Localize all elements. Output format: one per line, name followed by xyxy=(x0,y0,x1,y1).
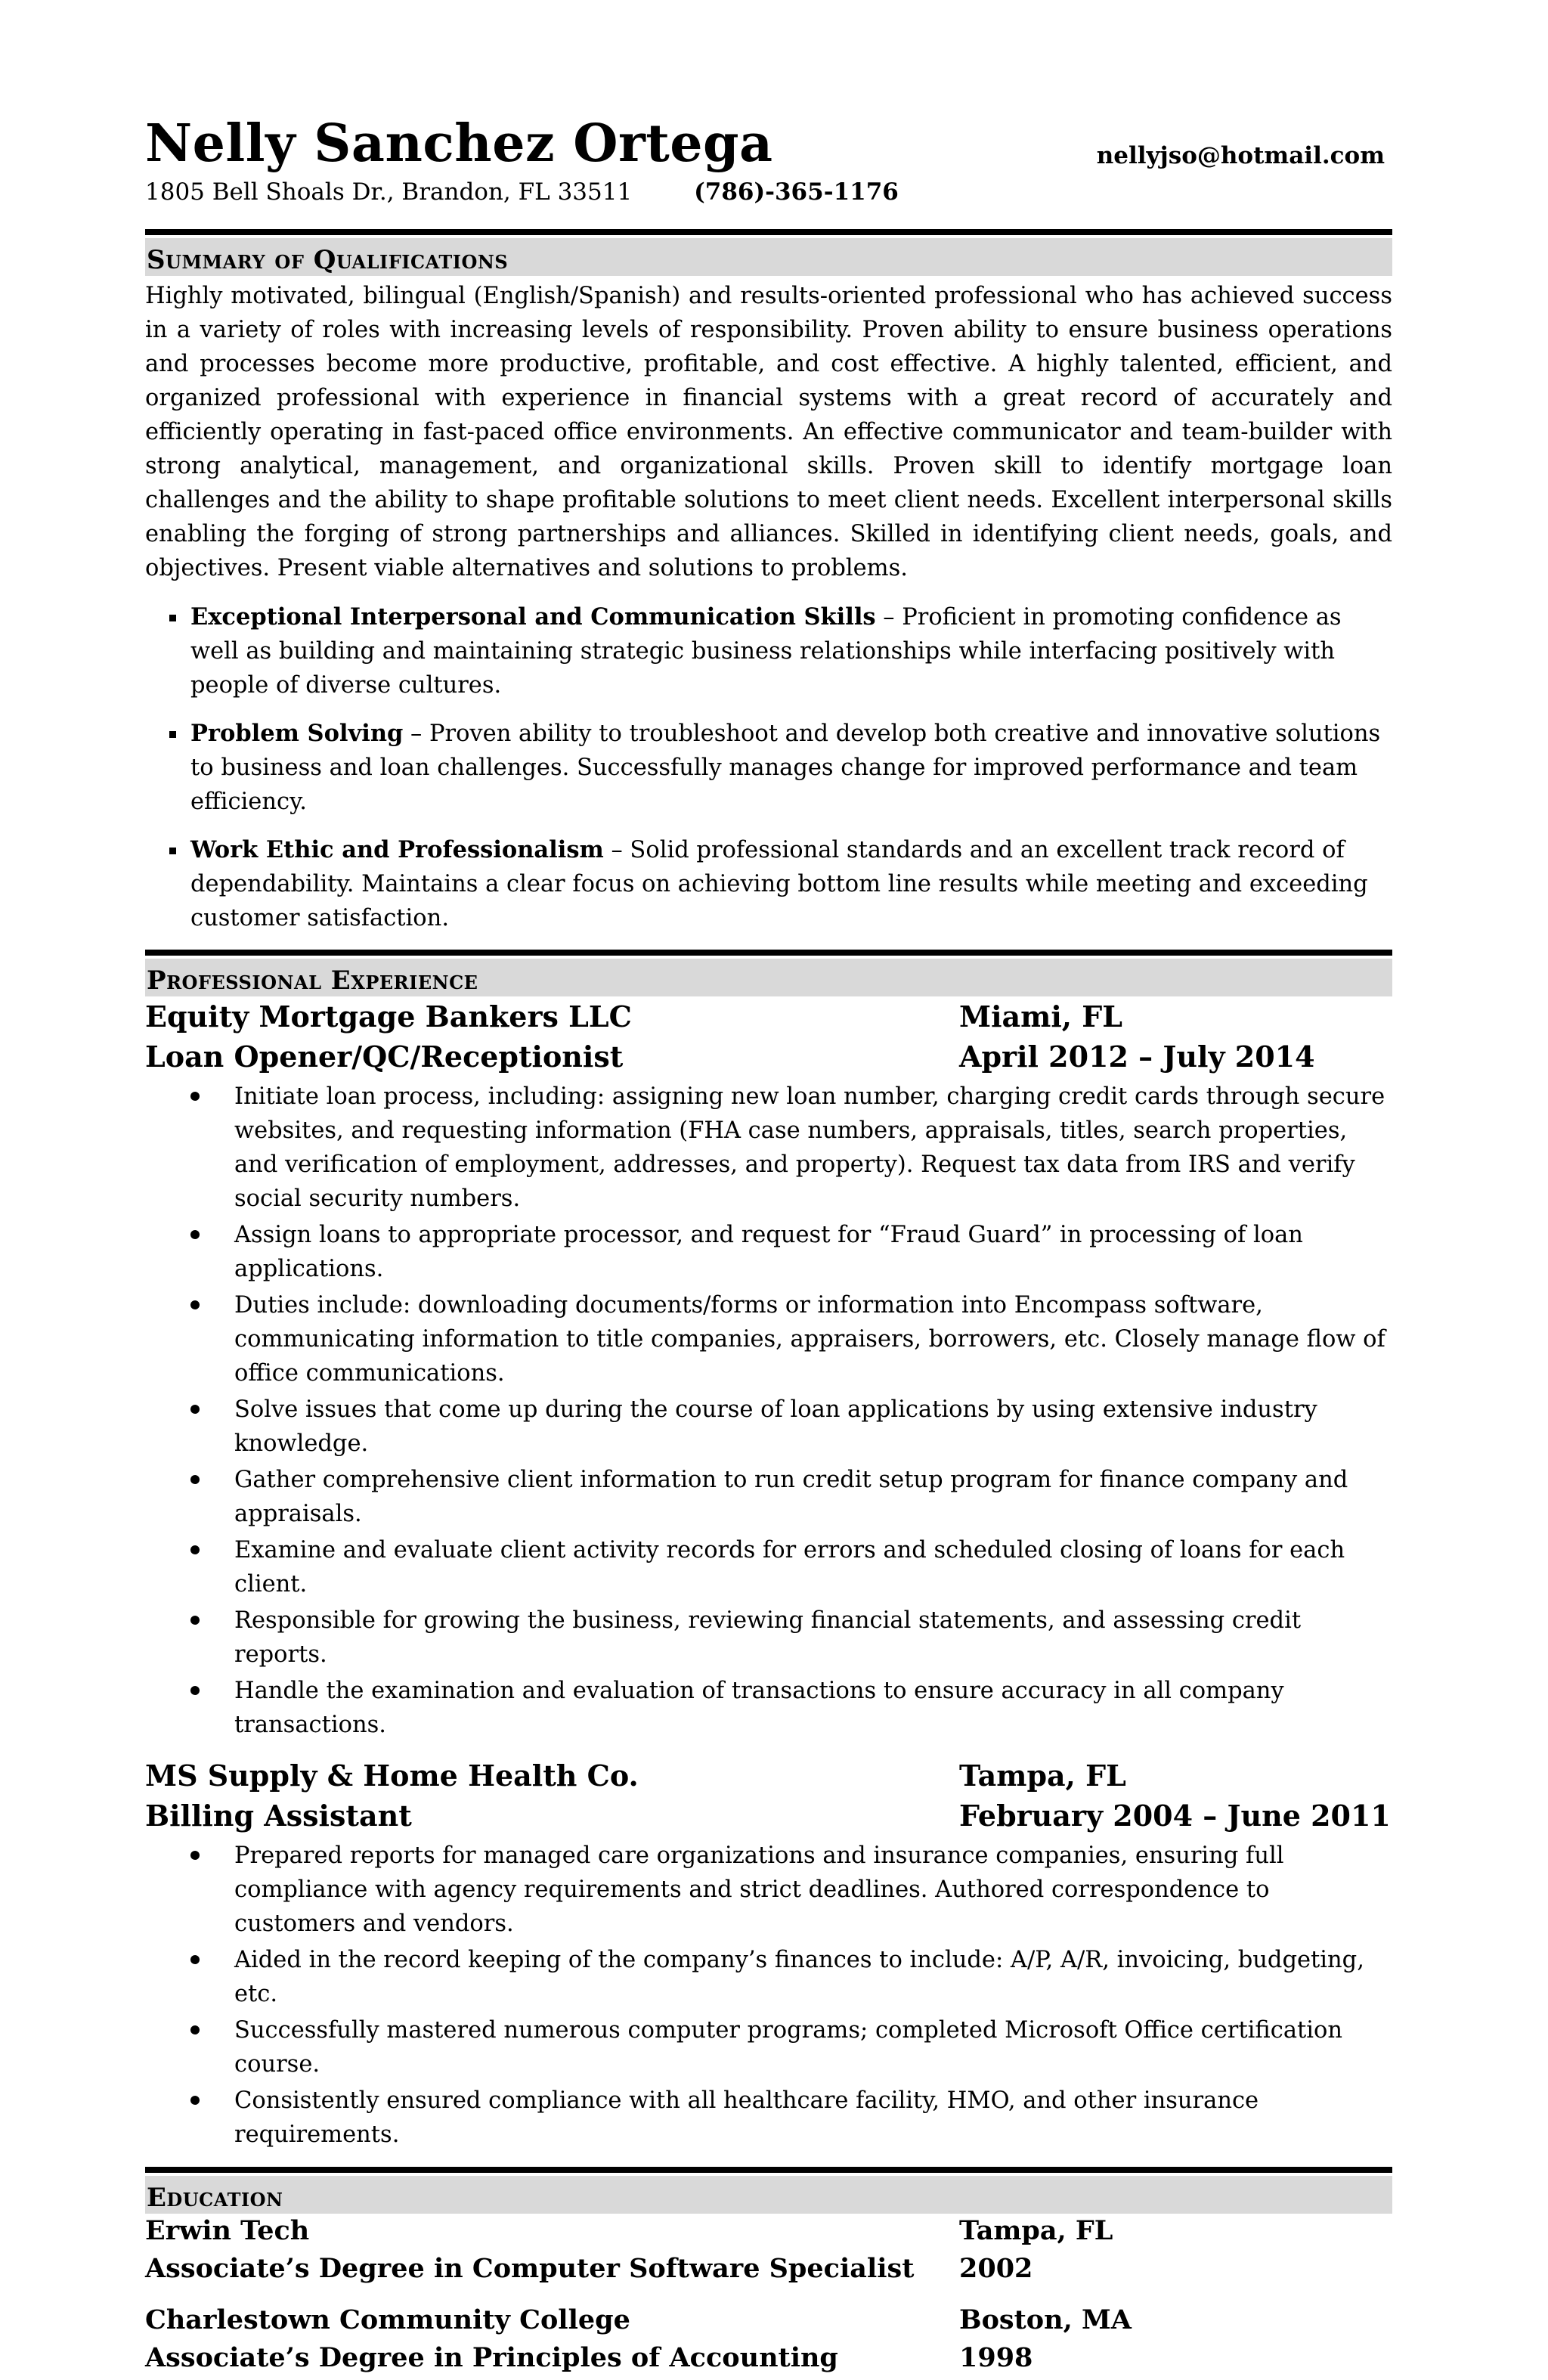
section-divider xyxy=(145,2167,1392,2173)
round-bullet-icon xyxy=(190,1616,200,1625)
education-entry xyxy=(145,2215,1392,2291)
round-bullet-icon xyxy=(190,1300,200,1309)
job-company-row xyxy=(145,1759,1392,1799)
round-bullet-icon xyxy=(190,1475,200,1484)
education-heading: Education xyxy=(145,2176,1392,2214)
duty-text: Gather comprehensive client information to run credit setup program for finance company and appraisals. xyxy=(234,1467,1348,1527)
duty-item xyxy=(145,2084,1392,2152)
degree-row xyxy=(145,2342,1392,2380)
duty-text: Consistently ensured compliance with all healthcare facility, HMO, and other insurance requirements. xyxy=(234,2087,1259,2148)
round-bullet-icon xyxy=(190,1851,200,1860)
job-company: Equity Mortgage Bankers LLC xyxy=(145,999,632,1034)
header-name-row xyxy=(145,113,1392,177)
job-dates: April 2012 – July 2014 xyxy=(959,1040,1315,1074)
section-divider xyxy=(145,229,1392,235)
job-title-row xyxy=(145,1040,1392,1080)
duties-list xyxy=(145,1080,1392,1742)
resume-page xyxy=(145,113,1392,2380)
duty-item xyxy=(145,1393,1392,1461)
job-entry xyxy=(145,1759,1392,2152)
duties-list xyxy=(145,1839,1392,2152)
job-company: MS Supply & Home Health Co. xyxy=(145,1759,639,1793)
skill-text: – Proven ability to troubleshoot and develop both creative and innovative solutions to business and loan challenges. Successfully manages change for improved performance and team efficiency. xyxy=(190,721,1381,815)
school-row xyxy=(145,2304,1392,2342)
degree-name: Associate’s Degree in Principles of Accounting xyxy=(145,2342,838,2373)
school-location: Tampa, FL xyxy=(959,2215,1113,2246)
skill-item xyxy=(145,833,1392,935)
round-bullet-icon xyxy=(190,2025,200,2034)
experience-heading: Professional Experience xyxy=(145,959,1392,996)
round-bullet-icon xyxy=(190,2096,200,2105)
duty-item xyxy=(145,1080,1392,1216)
job-title: Billing Assistant xyxy=(145,1799,412,1833)
round-bullet-icon xyxy=(190,1230,200,1239)
round-bullet-icon xyxy=(190,1686,200,1695)
round-bullet-icon xyxy=(190,1545,200,1554)
contact-row xyxy=(145,178,1392,216)
degree-row xyxy=(145,2253,1392,2291)
duty-text: Assign loans to appropriate processor, and request for “Fraud Guard” in processing of loan applications. xyxy=(234,1222,1303,1282)
summary-heading: Summary of Qualifications xyxy=(145,238,1392,276)
duty-text: Prepared reports for managed care organizations and insurance companies, ensuring full compliance with agency requirements and strict deadlines. Authored correspondence to customers and vendors. xyxy=(234,1842,1284,1937)
skill-title: Exceptional Interpersonal and Communication Skills xyxy=(190,603,876,631)
square-bullet-icon xyxy=(169,731,176,738)
duty-item xyxy=(145,1288,1392,1390)
skill-text: – Solid professional standards and an excellent track record of dependability. Maintains a clear focus on achieving bottom line results while meeting and exceeding customer satisfaction. xyxy=(190,837,1368,931)
skill-item xyxy=(145,717,1392,819)
experience-section xyxy=(145,950,1392,2152)
school-name: Erwin Tech xyxy=(145,2215,310,2246)
round-bullet-icon xyxy=(190,1405,200,1414)
school-location: Boston, MA xyxy=(959,2304,1132,2335)
skill-title: Work Ethic and Professionalism xyxy=(190,836,604,863)
duty-text: Responsible for growing the business, reviewing financial statements, and assessing credit reports. xyxy=(234,1607,1302,1668)
duty-text: Initiate loan process, including: assigning new loan number, charging credit cards through secure websites, and requesting information (FHA case numbers, appraisals, titles, search properties, and verification of employment, addresses, and property). Request tax data from IRS and verify social security numbers. xyxy=(234,1083,1385,1212)
education-section xyxy=(145,2167,1392,2380)
duty-item xyxy=(145,1674,1392,1742)
skills-list xyxy=(145,600,1392,935)
skill-text: – Proficient in promoting confidence as well as building and maintaining strategic business relationships while interfacing positively with people of diverse cultures. xyxy=(190,604,1342,699)
round-bullet-icon xyxy=(190,1955,200,1964)
duty-text: Handle the examination and evaluation of transactions to ensure accuracy in all company transactions. xyxy=(234,1678,1284,1738)
duty-text: Examine and evaluate client activity records for errors and scheduled closing of loans for each client. xyxy=(234,1537,1345,1598)
duty-text: Aided in the record keeping of the company’s finances to include: A/P, A/R, invoicing, budgeting, etc. xyxy=(234,1947,1364,2007)
summary-section xyxy=(145,229,1392,935)
summary-paragraph: Highly motivated, bilingual (English/Spanish) and results-oriented professional who has achieved success in a variety of roles with increasing levels of responsibility. Proven ability to ensure business operations and processes become more productive, profitable, and cost effective. A highly talented, efficient, and organized professional with experience in financial systems with a great record of accurately and efficiently operating in fast-paced office environments. An effective communicator and team-builder with strong analytical, management, and organizational skills. Proven skill to identify mortgage loan challenges and the ability to shape profitable solutions to meet client needs. Excellent interpersonal skills enabling the forging of strong partnerships and alliances. Skilled in identifying client needs, goals, and objectives. Present viable alternatives and solutions to problems. xyxy=(145,283,1392,581)
duty-text: Successfully mastered numerous computer programs; completed Microsoft Office certification course. xyxy=(234,2017,1343,2078)
duty-item xyxy=(145,1218,1392,1286)
street-address: 1805 Bell Shoals Dr., Brandon, FL 33511 xyxy=(145,178,633,206)
duty-item xyxy=(145,1839,1392,1941)
phone-number: (786)-365-1176 xyxy=(694,178,899,206)
email-address: nellyjso@hotmail.com xyxy=(1096,142,1385,169)
degree-year: 2002 xyxy=(959,2253,1033,2284)
round-bullet-icon xyxy=(190,1092,200,1101)
duty-text: Duties include: downloading documents/forms or information into Encompass software, communicating information to title companies, appraisers, borrowers, etc. Closely manage flow of office communications. xyxy=(234,1292,1385,1387)
duty-item xyxy=(145,1533,1392,1601)
job-title-row xyxy=(145,1799,1392,1839)
skill-title: Problem Solving xyxy=(190,720,404,747)
duty-item xyxy=(145,1463,1392,1531)
job-location: Miami, FL xyxy=(959,999,1122,1034)
duty-item xyxy=(145,2013,1392,2081)
job-entry xyxy=(145,999,1392,1742)
job-dates: February 2004 – June 2011 xyxy=(959,1799,1391,1833)
section-divider xyxy=(145,950,1392,956)
school-row xyxy=(145,2215,1392,2253)
degree-year: 1998 xyxy=(959,2342,1033,2373)
job-company-row xyxy=(145,999,1392,1040)
job-location: Tampa, FL xyxy=(959,1759,1126,1793)
duty-item xyxy=(145,1943,1392,2011)
job-title: Loan Opener/QC/Receptionist xyxy=(145,1040,624,1074)
school-name: Charlestown Community College xyxy=(145,2304,630,2335)
degree-name: Associate’s Degree in Computer Software Specialist xyxy=(145,2253,915,2284)
candidate-name: Nelly Sanchez Ortega xyxy=(145,113,773,174)
square-bullet-icon xyxy=(169,615,176,621)
square-bullet-icon xyxy=(169,848,176,854)
skill-item xyxy=(145,600,1392,702)
duty-text: Solve issues that come up during the course of loan applications by using extensive industry knowledge. xyxy=(234,1396,1317,1457)
duty-item xyxy=(145,1604,1392,1672)
education-entry xyxy=(145,2304,1392,2380)
